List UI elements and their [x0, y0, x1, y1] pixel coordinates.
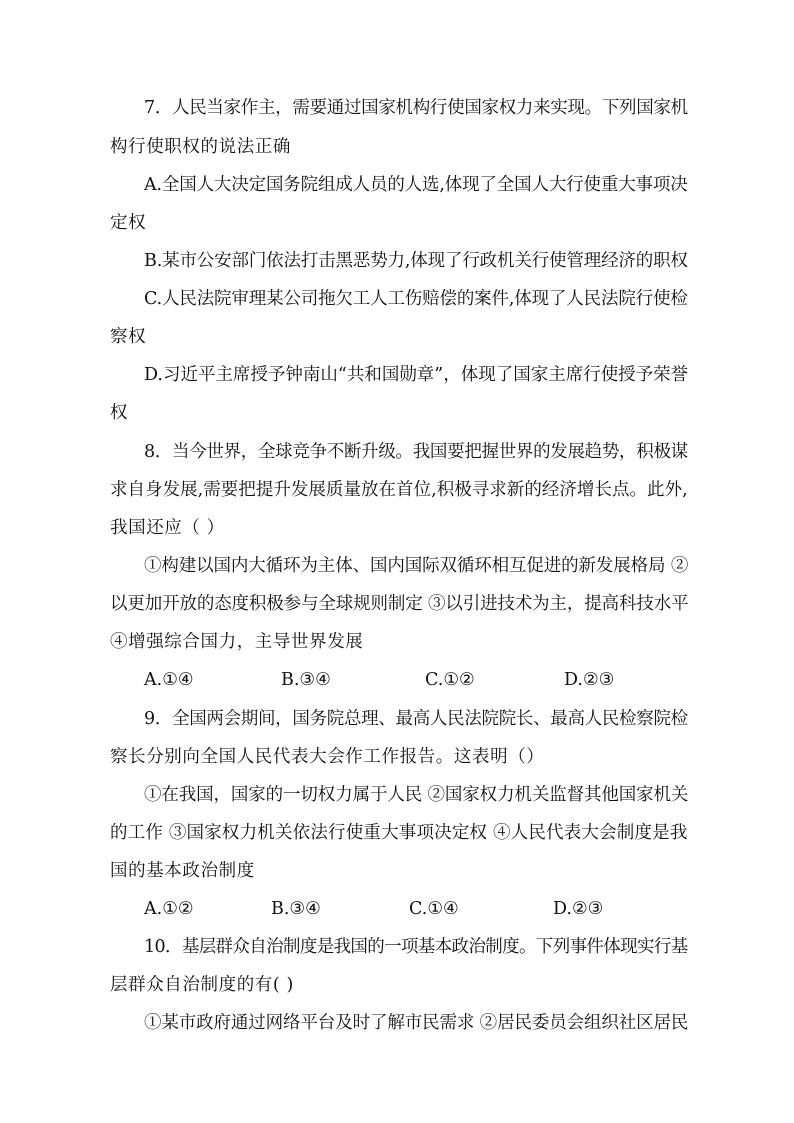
q7-option-a-line-2: 定权 [110, 213, 147, 233]
q10-stem-line-2: 层群众自治制度的有( ) [110, 975, 294, 995]
q8-stem-line-3: 我国还应（ ） [110, 518, 225, 538]
q9-statements-line-3: 国的基本政治制度 [110, 861, 255, 881]
q8-statements-line-2: 以更加开放的态度积极参与全球规则制定 ③以引进技术为主，提高科技水平 [110, 594, 689, 614]
q9-option-a: A.①② [144, 899, 194, 919]
q8-option-c: C.①② [425, 670, 475, 690]
q8-statements-line-1: ①构建以国内大循环为主体、国内国际双循环相互促进的新发展格局 ② [144, 556, 689, 576]
q8-stem-line-2: 求自身发展,需要把提升发展质量放在首位,积极寻求新的经济增长点。此外, [110, 480, 688, 500]
q10-statements-line-1: ①某市政府通过网络平台及时了解市民需求 ②居民委员会组织社区居民 [144, 1013, 689, 1033]
q9-stem-line-1: 9．全国两会期间，国务院总理、最高人民法院院长、最高人民检察院检 [144, 709, 688, 729]
q7-option-d-line-2: 权 [110, 403, 129, 423]
q7-stem-line-1: 7．人民当家作主，需要通过国家机构行使国家权力来实现。下列国家机 [144, 98, 688, 118]
q7-option-d-line-1: D.习近平主席授予钟南山“共和国勋章”，体现了国家主席行使授予荣誉 [144, 365, 689, 385]
q7-option-b: B.某市公安部门依法打击黑恶势力,体现了行政机关行使管理经济的职权 [144, 251, 688, 271]
q7-option-c-line-1: C.人民法院审理某公司拖欠工人工伤赔偿的案件,体现了人民法院行使检 [144, 289, 688, 309]
q8-option-d: D.②③ [564, 670, 615, 690]
q8-option-a: A.①④ [144, 670, 194, 690]
q7-option-c-line-2: 察权 [110, 327, 147, 347]
q8-statements-line-3: ④增强综合国力，主导世界发展 [110, 632, 364, 652]
q9-option-c: C.①④ [409, 899, 459, 919]
q7-option-a-line-1: A.全国人大决定国务院组成人员的人选,体现了全国人大行使重大事项决 [144, 175, 688, 195]
q9-option-d: D.②③ [553, 899, 604, 919]
q9-statements-line-1: ①在我国，国家的一切权力属于人民 ②国家权力机关监督其他国家机关 [144, 785, 689, 805]
q10-stem-line-1: 10．基层群众自治制度是我国的一项基本政治制度。下列事件体现实行基 [144, 937, 688, 957]
q9-stem-line-2: 察长分别向全国人民代表大会作工作报告。这表明（） [110, 747, 545, 767]
q9-statements-line-2: 的工作 ③国家权力机关依法行使重大事项决定权 ④人民代表大会制度是我 [110, 823, 688, 843]
q7-stem-line-2: 构行使职权的说法正确 [110, 137, 291, 157]
q9-option-b: B.③④ [271, 899, 321, 919]
q8-option-b: B.③④ [281, 670, 331, 690]
q8-stem-line-1: 8．当今世界，全球竞争不断升级。我国要把握世界的发展趋势，积极谋 [144, 442, 688, 462]
